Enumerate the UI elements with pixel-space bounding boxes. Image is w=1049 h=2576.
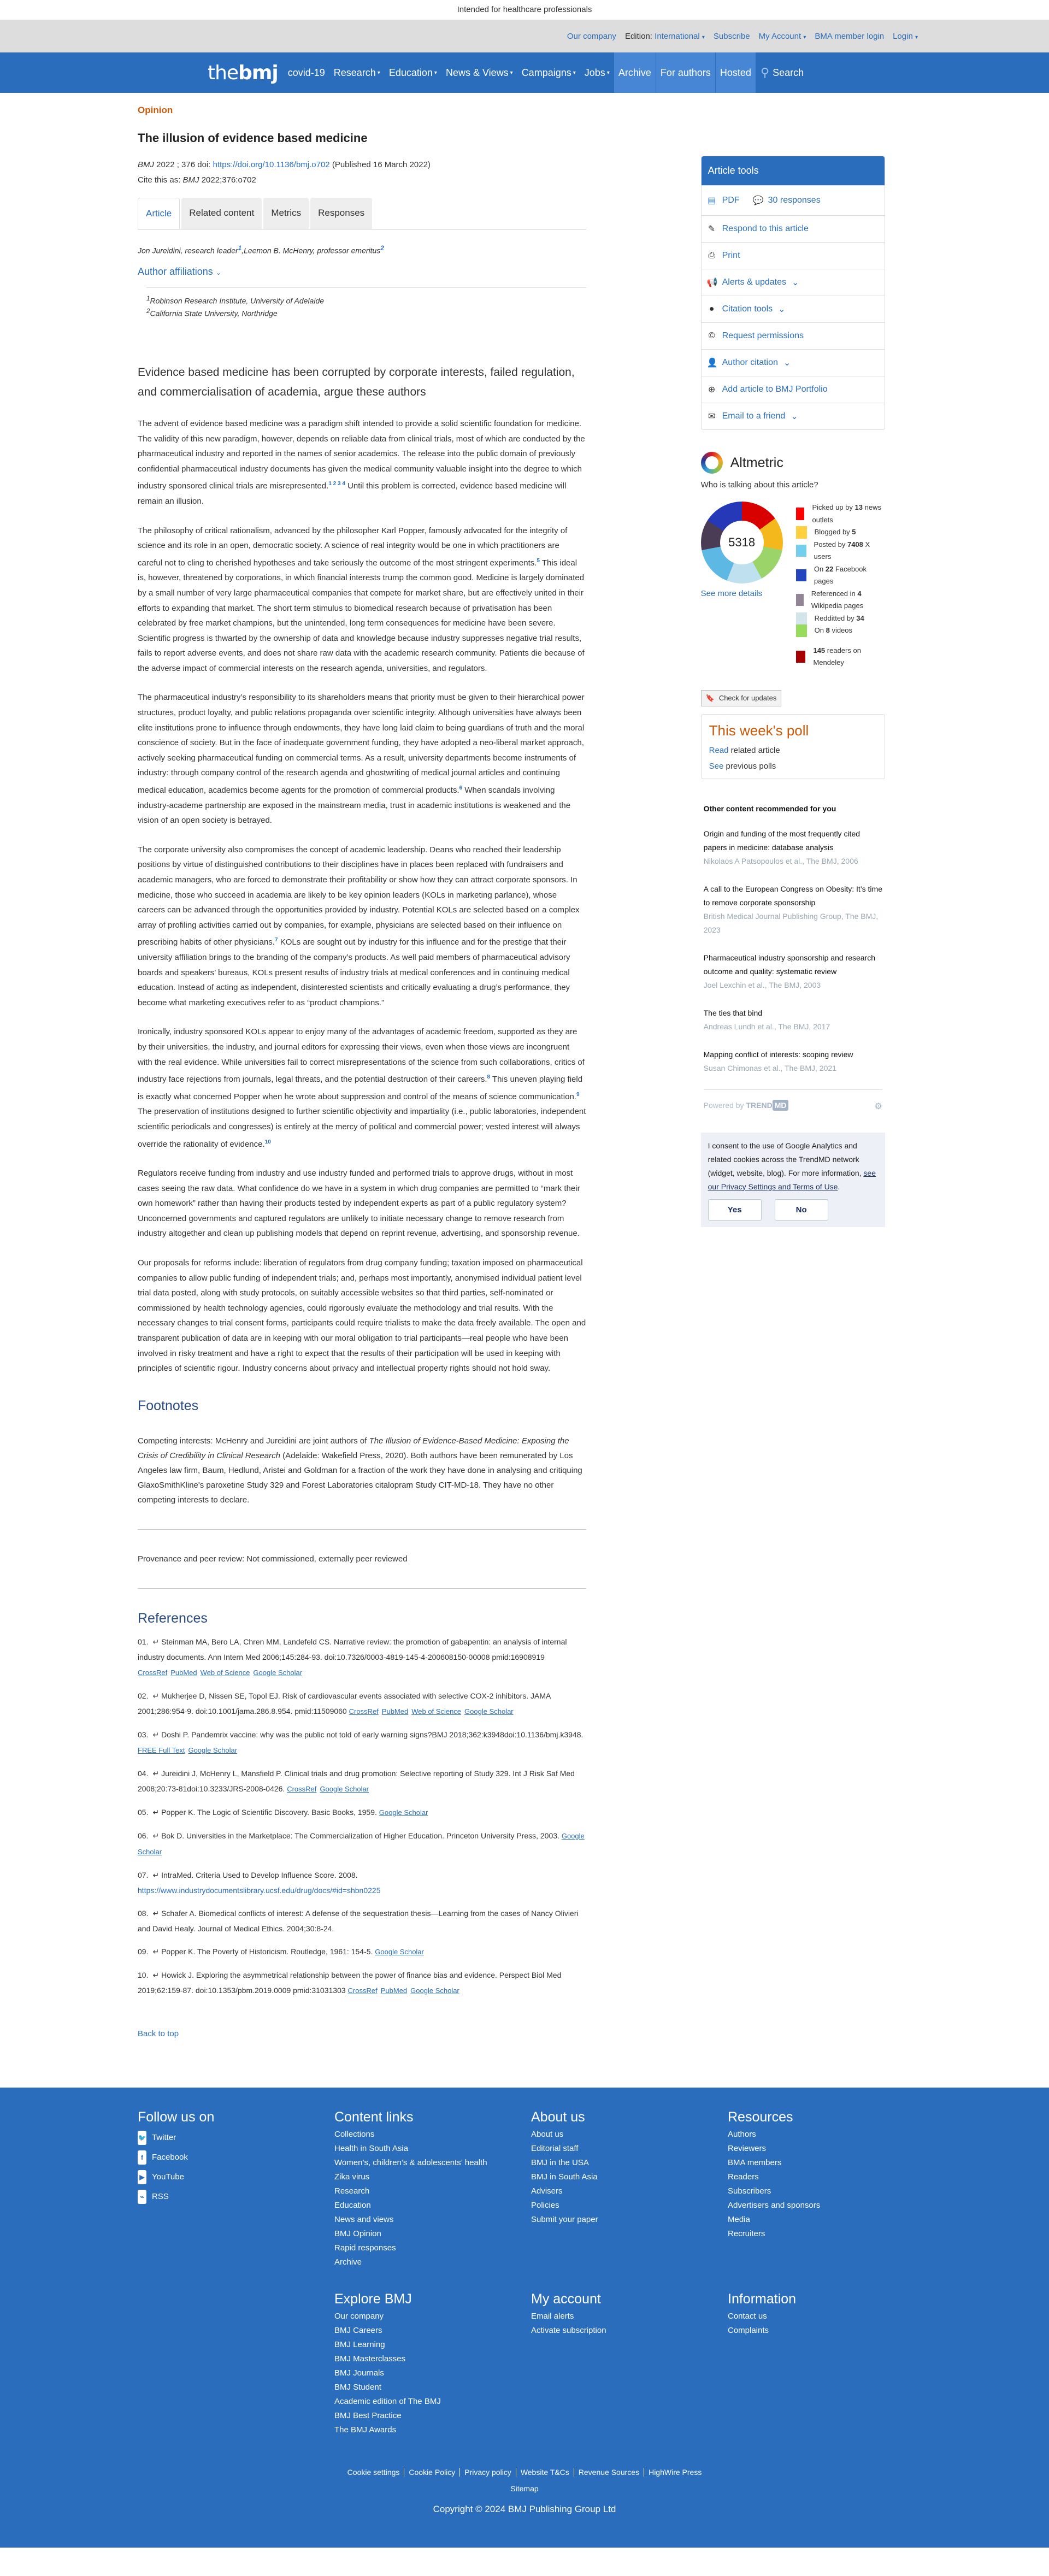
recommended-item[interactable]: Origin and funding of the most frequently cited papers in medicine: database analysis Nikolaos A Patsopoulos et al., The BMJ, 2006 — [703, 829, 861, 865]
sidebar — [701, 156, 885, 2038]
article-tools-title: Article tools — [702, 156, 885, 185]
intended-banner: Intended for healthcare professionals — [457, 5, 592, 14]
reference-item: 02. ↵ Mukherjee D, Nissen SE, Topol EJ. Risk of cardiovascular events associated with selective COX-2 inhibitors. JAMA 2001;286:954-9. doi:10.1001/jama.286.8.954. pmid:11509060 CrossRef PubMed Web of Science Google Scholar — [138, 1691, 551, 1716]
print-icon: ⎙ — [708, 251, 716, 260]
reference-list — [138, 1634, 586, 1999]
altmetric-question: Who is talking about this article? — [700, 480, 818, 490]
ref-link-google-scholar[interactable]: Google Scholar — [188, 1746, 238, 1754]
footer-link[interactable]: Contact us — [728, 2311, 767, 2321]
footer-legal-link[interactable]: Cookie settings — [347, 2467, 400, 2477]
body-paragraph: Ironically, industry sponsored KOLs appear to enjoy many of the advantages of academic freedom, supported as they are by their universities, the industry, and journal editors for expressing their views, even when those views are incongruent with the real evidence. While universities fail to correct misrepresentations of the science from such collaborations, critics of industry face rejections from journals, legal threats, and the potential destruction of their careers.$^8$ This uneven playing field is exactly what concerned Popper when he wrote about suppression and control of the means of science communication.$^9$ The preservation of institutions designed to further scientific objectivity and impartiality (i.e., public laboratories, independent scientific periodicals and congresses) is entirely at the mercy of political and commercial power; vested interest will always override the rationality of evidence.$^{10}$ — [138, 1027, 586, 1149]
utility-bar — [0, 20, 1049, 52]
tool-print[interactable]: ⎙ Print — [702, 242, 885, 269]
pdf-icon: ▤ — [708, 196, 716, 205]
footer-link[interactable]: Readers — [728, 2172, 759, 2182]
legend-swatch — [796, 569, 806, 582]
ref-link-google-scholar[interactable]: Google Scholar — [138, 1831, 585, 1856]
chevron-down-icon: ▾ — [702, 34, 705, 40]
altmetric-brand: Altmetric — [730, 455, 783, 470]
rss-icon: ⌁ — [138, 2190, 146, 2204]
consent-yes-button[interactable]: Yes — [708, 1199, 762, 1221]
reference-number: 06. — [138, 1831, 149, 1840]
citation-ref[interactable]: 7 — [274, 937, 278, 944]
altmetric-donut[interactable] — [701, 502, 783, 583]
reference-url[interactable]: https://www.industrydocumentslibrary.ucsf.edu/drug/docs/#id=shbn0225 — [138, 1885, 381, 1895]
competing-interests: Competing interests: McHenry and Jureidini are joint authors of The Illusion of Evidence-Based Medicine: Exposing the Crisis of Credibility in Clinical Research (Adelaide: Wakefield Press, 2020). Both authors have been remunerated by Los Angeles law firm, Baum, Hedlund, Aristei and Goldman for a fraction of the work they have done in analysing and critiquing GlaxoSmithKline's paroxetine Study 329 and Forest Laboratories citalopram Study CIT-MD-18. They have no other competing interests to declare. — [138, 1436, 582, 1505]
bookmark-icon: 🔖 — [705, 693, 715, 702]
footnotes — [138, 1434, 586, 1507]
reference-item: 09. ↵ Popper K. The Poverty of Historicism. Routledge, 1961: 154-5. Google Scholar — [138, 1947, 424, 1956]
reference-item: 04. ↵ Jureidini J, McHenry L, Mansfield P. Clinical trials and drug promotion: Selective reporting of Study 329. Int J Risk Saf Med 2008;20:73-81doi:10.3233/JRS-2008-0426. CrossRef Google Scholar — [138, 1769, 575, 1793]
return-arrow-icon[interactable]: ↵ — [152, 1870, 162, 1879]
privacy-settings-link[interactable]: see our Privacy Settings and Terms of Use — [708, 1168, 876, 1191]
copyright: Copyright © 2024 BMJ Publishing Group Ltd — [433, 2503, 616, 2514]
chevron-down-icon: ▾ — [606, 69, 610, 76]
reference-number: 04. — [138, 1769, 149, 1778]
tab-metrics[interactable]: Metrics — [263, 198, 309, 229]
recommended-item[interactable]: Pharmaceutical industry sponsorship and research outcome and quality: systematic review Joel Lexchin et al., The BMJ, 2003 — [703, 953, 876, 989]
nav-archive[interactable]: Archive — [614, 52, 656, 93]
nav-jobs[interactable]: Jobs ▾ — [584, 67, 610, 78]
affiliation: $^2$California State University, Northridge — [146, 308, 278, 318]
article-body — [138, 416, 586, 1376]
citation-ref[interactable]: 1 2 3 4 — [328, 481, 345, 487]
legend-swatch — [796, 594, 804, 606]
reference-item: 08. ↵ Schafer A. Biomedical conflicts of interest: A defense of the sequestration thesis—Learning from the cases of Nancy Olivieri and David Healy. Journal of Medical Ethics. 2004;30:8-24. — [138, 1908, 579, 1933]
legend-swatch — [796, 624, 807, 637]
user-icon: 👤 — [706, 358, 718, 368]
footer-link[interactable]: The BMJ Awards — [334, 2425, 397, 2434]
recommended-item[interactable]: A call to the European Congress on Obesity: It’s time to remove corporate sponsorship British Medical Journal Publishing Group, The BMJ, 2023 — [703, 884, 882, 934]
footer-link[interactable]: Academic edition of The BMJ — [334, 2396, 441, 2406]
page-title: The illusion of evidence based medicine — [138, 131, 368, 145]
footer-legal-link[interactable]: Website T&Cs — [516, 2468, 574, 2477]
my-account-menu[interactable]: My Account ▾ — [758, 31, 806, 41]
affiliations-list — [146, 287, 586, 319]
altmetric-legend-item[interactable]: On 22 Facebook pages — [796, 563, 885, 588]
check-for-updates-button[interactable]: 🔖 Check for updates — [701, 690, 782, 706]
altmetric-legend-item[interactable]: Redditted by 34 — [796, 612, 885, 625]
reference-item: 01. ↵ Steinman MA, Bero LA, Chren MM, Landefeld CS. Narrative review: the promotion of gabapentin: an analysis of internal industry documents. Ann Intern Med 2006;145:284-93. doi:10.7326/0003-4819-145-4-200608150-00008 pmid:16908919 CrossRef PubMed Web of Science Google Scholar — [138, 1637, 567, 1677]
reference-number: 03. — [138, 1730, 149, 1739]
recommended-item[interactable]: The ties that bind Andreas Lundh et al., The BMJ, 2017 — [703, 1008, 830, 1031]
footer-link[interactable]: Research — [334, 2186, 370, 2196]
citation-meta: BMJ 2022 ; 376 doi: https://doi.org/10.1136/bmj.o702 (Published 16 March 2022) Cite this as: BMJ 2022;376:o702 — [138, 160, 431, 185]
citation-ref[interactable]: 5 — [537, 557, 540, 564]
footer-link[interactable]: Collections — [334, 2129, 375, 2139]
footer-account: My account Email alerts Activate subscription — [531, 2291, 728, 2435]
altmetric-legend-item[interactable]: Picked up by 13 news outlets — [796, 502, 885, 526]
ref-link-pubmed[interactable]: PubMed — [381, 1707, 409, 1716]
citation-ref[interactable]: 6 — [459, 785, 463, 792]
nav-news-views[interactable]: News & Views ▾ — [445, 67, 513, 78]
social-twitter[interactable]: 🐦 Twitter — [138, 2131, 334, 2145]
return-arrow-icon[interactable]: ↵ — [152, 1730, 162, 1739]
provenance: Provenance and peer review: Not commissioned, externally peer reviewed — [138, 1554, 408, 1564]
footer-link[interactable]: Women’s, children’s & adolescents’ health — [334, 2158, 487, 2167]
legend-swatch — [796, 651, 806, 663]
nav-for-authors[interactable]: For authors — [656, 52, 716, 93]
site-footer — [0, 2088, 1049, 2548]
return-arrow-icon[interactable]: ↵ — [152, 1769, 162, 1778]
trendmd-consent: I consent to the use of Google Analytics and related cookies across the TrendMD network (widget, website, blog). For more information, see our Privacy Settings and Terms of Use. Yes No — [701, 1133, 885, 1227]
sitemap-link[interactable]: Sitemap — [510, 2484, 539, 2493]
footer-link[interactable]: News and views — [334, 2214, 394, 2224]
social-facebook[interactable]: f Facebook — [138, 2150, 334, 2165]
footer-link[interactable]: Policies — [531, 2200, 559, 2210]
citation-ref[interactable]: 8 — [487, 1074, 491, 1081]
footer-link[interactable]: Our company — [334, 2311, 384, 2321]
pdf-link[interactable]: PDF — [722, 196, 740, 205]
footer-link[interactable]: Reviewers — [728, 2143, 767, 2153]
ref-link-google-scholar[interactable]: Google Scholar — [253, 1668, 303, 1677]
ref-link-google-scholar[interactable]: Google Scholar — [464, 1707, 514, 1716]
back-to-top-link[interactable]: Back to top — [138, 2029, 179, 2038]
megaphone-icon: 📢 — [706, 278, 718, 287]
article-main — [138, 93, 586, 2038]
affiliation: $^1$Robinson Research Institute, University of Adelaide — [146, 294, 325, 305]
author-affiliations-toggle[interactable]: Author affiliations ⌄ — [138, 266, 221, 277]
article-tabs — [138, 198, 586, 229]
tab-related-content[interactable]: Related content — [181, 198, 262, 229]
footer-link[interactable]: Authors — [728, 2129, 756, 2139]
footer-about: About us About us Editorial staff BMJ in the USA BMJ in South Asia Advisers Policies Submit your paper — [531, 2109, 728, 2267]
doi-link[interactable]: https://doi.org/10.1136/bmj.o702 — [213, 160, 330, 169]
footer-explore: Explore BMJ Our company BMJ Careers BMJ Learning BMJ Masterclasses BMJ Journals BMJ Student Academic edition of The BMJ BMJ Best Practice The BMJ Awards — [334, 2291, 531, 2435]
altmetric-logo-icon — [701, 452, 723, 474]
tool-alerts-updates[interactable]: 📢 Alerts & updates ⌄ — [702, 269, 885, 296]
legend-swatch — [796, 526, 807, 539]
body-paragraph: The advent of evidence based medicine was a paradigm shift intended to provide a solid scientific foundation for medicine. The validity of this new paradigm, however, depends on reliable data from clinical trials, most of which are conducted by the pharmaceutical industry and reported in the names of senior academics. The release into the public domain of previously confidential pharmaceutical industry documents has given the medical community valuable insight into the degree to which industry sponsored clinical trials are misrepresented.$^{1 2 3 4}$ Until this problem is corrected, evidence based medicine will remain an illusion. — [138, 418, 585, 506]
reference-item: 10. ↵ Howick J. Exploring the asymmetrical relationship between the power of finance bias and evidence. Perspect Biol Med 2019;62:159-87. doi:10.1353/pbm.2019.0009 pmid:31031303 CrossRef PubMed Google Scholar — [138, 1970, 562, 1995]
bmj-logo[interactable]: thebmj — [208, 61, 278, 84]
altmetric-legend-item[interactable]: Referenced in 4 Wikipedia pages — [796, 588, 885, 612]
our-company-link[interactable]: Our company — [567, 31, 616, 41]
footer-link[interactable]: Media — [728, 2214, 750, 2224]
main-nav — [0, 52, 1049, 93]
reference-item: 06. ↵ Bok D. Universities in the Marketplace: The Commercialization of Higher Education. Princeton University Press, 2003. Google Scholar — [138, 1831, 585, 1856]
login-menu[interactable]: Login ▾ — [893, 31, 918, 41]
tool-request-permissions[interactable]: © Request permissions — [702, 322, 885, 349]
footer-link[interactable]: Recruiters — [728, 2229, 765, 2238]
footer-link[interactable]: Email alerts — [531, 2311, 574, 2321]
references-heading: References — [138, 1610, 208, 1626]
altmetric-legend-item[interactable]: On 8 videos — [796, 624, 885, 637]
see-link[interactable]: See — [709, 761, 724, 771]
youtube-icon: ▶ — [138, 2170, 146, 2184]
nav-research[interactable]: Research ▾ — [333, 67, 380, 78]
footer-link[interactable]: BMJ Careers — [334, 2325, 382, 2335]
footer-link[interactable]: Health in South Asia — [334, 2143, 409, 2153]
footer-link[interactable]: Activate subscription — [531, 2325, 606, 2335]
reference-number: 01. — [138, 1637, 149, 1646]
return-arrow-icon[interactable]: ↵ — [152, 1807, 162, 1817]
tab-responses[interactable]: Responses — [310, 198, 372, 229]
footer-legal-link[interactable]: Revenue Sources — [574, 2468, 644, 2477]
return-arrow-icon[interactable]: ↵ — [152, 1947, 162, 1956]
ref-link-pubmed[interactable]: PubMed — [170, 1668, 197, 1677]
altmetric-legend — [796, 502, 885, 669]
comment-icon: 💬 — [752, 196, 764, 205]
reference-number: 07. — [138, 1870, 149, 1879]
chevron-down-icon: ⌄ — [791, 412, 798, 421]
citation-ref[interactable]: 10 — [264, 1139, 271, 1145]
search-icon: ⚲ — [760, 66, 770, 79]
footnotes-heading: Footnotes — [138, 1398, 199, 1413]
tool-respond-to-this-article[interactable]: ✎ Respond to this article — [702, 215, 885, 242]
footer-resources: Resources Authors Reviewers BMA members Readers Subscribers Advertisers and sponsors Media Recruiters — [728, 2109, 924, 2267]
legend-swatch — [796, 508, 805, 520]
ref-link-google-scholar[interactable]: Google Scholar — [379, 1808, 428, 1817]
footer-link[interactable]: Zika virus — [334, 2172, 370, 2182]
chevron-down-icon: ⌄ — [783, 358, 791, 368]
plus-circle-icon: ⊕ — [708, 385, 716, 394]
ref-link-crossref[interactable]: CrossRef — [347, 1986, 378, 1995]
recommended-content — [701, 804, 885, 1112]
trendmd-branding[interactable]: Powered by TREND MD — [704, 1101, 789, 1112]
twitter-icon: 🐦 — [138, 2131, 146, 2145]
altmetric-widget — [701, 452, 885, 706]
reference-item: 07. ↵ IntraMed. Criteria Used to Develop Influence Score. 2008. https://www.industrydocumentslibrary.ucsf.edu/drug/docs/#id=shbn0225 — [138, 1870, 381, 1895]
return-arrow-icon[interactable]: ↵ — [152, 1970, 162, 1979]
footer-link[interactable]: BMJ Student — [334, 2382, 381, 2392]
body-paragraph: The pharmaceutical industry’s responsibility to its shareholders means that priority must be given to their hierarchical power structures, product loyalty, and public relations propaganda over scientific integrity. Although universities have always been elite institutions prone to influence through endowments, they have long laid claim to being guardians of truth and the moral conscience of society. But in the face of inadequate government funding, they have adopted a neo-liberal market approach, actively seeking pharmaceutical funding on commercial terms. As a result, university departments become instruments of industry: through company control of the research agenda and ghostwriting of medical journal articles and continuing medical education, academics become agents for the promotion of commercial products.$^6$ When scandals involving industry-academe partnership are exposed in the mainstream media, trust in academic institutions is weakened and the vision of an open society is betrayed. — [138, 693, 585, 826]
footer-follow: Follow us on 🐦 Twitter f Facebook ▶ YouTube ⌁ RSS — [138, 2109, 334, 2267]
ref-link-crossref[interactable]: CrossRef — [349, 1707, 379, 1716]
footer-link[interactable]: Advertisers and sponsors — [728, 2200, 821, 2210]
ref-link-crossref[interactable]: CrossRef — [138, 1668, 168, 1677]
subscribe-link[interactable]: Subscribe — [713, 31, 750, 41]
edit-icon: ✎ — [708, 225, 716, 234]
body-paragraph: Our proposals for reforms include: liberation of regulators from drug company funding; taxation imposed on pharmaceutical companies to allow public funding of independent trials; and, perhaps most importantly, anonymised individual patient level trial data posted, along with study protocols, on suitably accessible websites so that third parties, self-nominated or commissioned by health technology agencies, could rigorously evaluate the methodology and trial results. With the necessary changes to trial consent forms, participants could require trialists to make the data freely available. The open and transparent publication of data are in keeping with our moral obligation to trial participants—real people who have been involved in risky treatment and have a right to expect that the results of their participation will be used in keeping with principles of scientific rigour. Industry concerns about privacy and intellectual property rights should not hold sway. — [138, 1258, 586, 1374]
ref-link-google-scholar[interactable]: Google Scholar — [320, 1784, 369, 1793]
legend-swatch — [796, 612, 807, 625]
reference-number: 05. — [138, 1807, 149, 1817]
poll-title: This week's poll — [709, 722, 809, 739]
affiliation-ref[interactable]: 1 — [238, 245, 242, 252]
footer-link[interactable]: Submit your paper — [531, 2214, 598, 2224]
tool-add-article-to-bmj-portfolio[interactable]: ⊕ Add article to BMJ Portfolio — [702, 376, 885, 403]
body-paragraph: The philosophy of critical rationalism, advanced by the philosopher Karl Popper, famously advocated for the integrity of science and its role in an open, democratic society. A science of real integrity would be one in which practitioners are careful not to cling to cherished hypotheses and take seriously the outcome of the most stringent experiments.$^5$ This ideal is, however, threatened by corporations, in which financial interests trump the common good. Medicine is largely dominated by a small number of very large pharmaceutical companies that compete for market share, but are effectively united in their efforts to expanding that market. The short term stimulus to biomedical research because of privatisation has been celebrated by free market champions, but the unintended, long term consequences for medicine have been severe. Scientific progress is thwarted by the ownership of data and knowledge because industry suppresses negative trial results, fails to report adverse events, and does not share raw data with the academic research community. Patients die because of the adverse impact of commercial interests on the research agenda, universities, and regulators. — [138, 526, 585, 673]
footer-link[interactable]: BMJ Opinion — [334, 2229, 381, 2238]
ref-link-google-scholar[interactable]: Google Scholar — [375, 1947, 424, 1956]
footer-link[interactable]: BMJ in South Asia — [531, 2172, 598, 2182]
footer-link[interactable]: BMA members — [728, 2158, 782, 2167]
reference-number: 08. — [138, 1908, 149, 1918]
return-arrow-icon[interactable]: ↵ — [152, 1637, 162, 1646]
body-paragraph: The corporate university also compromises the concept of academic leadership. Deans who reached their leadership positions by virtue of distinguished contributions to their disciplines have in places been replaced with fundraisers and academic managers, who are forced to demonstrate their profitability or show how they can attract corporate sponsors. In medicine, those who succeed in academia are likely to be key opinion leaders (KOLs in marketing parlance), whose careers can be advanced through the opportunities provided by industry. Potential KOLs are selected based on a complex array of profiling activities carried out by companies, for example, physicians are selected based on their influence on prescribing habits of other physicians.$^7$ KOLs are sought out by industry for this influence and for the prestige that their university affiliation brings to the branding of the company’s products. As well paid members of pharmaceutical advisory boards and speakers’ bureaus, KOLs present results of industry trials at medical conferences and in continuing medical education. Instead of acting as independent, disinterested scientists and critically evaluating a drug’s performance, they become what marketing executives refer to as “product champions.” — [138, 845, 580, 1007]
section-label: Opinion — [138, 105, 173, 115]
reference-number: 09. — [138, 1947, 149, 1956]
consent-no-button[interactable]: No — [775, 1199, 828, 1221]
chevron-down-icon: ▾ — [377, 69, 380, 76]
footer-link[interactable]: About us — [531, 2129, 564, 2139]
tab-article[interactable]: Article — [138, 198, 180, 229]
ref-link-google-scholar[interactable]: Google Scholar — [410, 1986, 459, 1995]
footer-link[interactable]: BMJ Best Practice — [334, 2410, 402, 2420]
tool-citation-tools[interactable]: ● Citation tools ⌄ — [702, 296, 885, 322]
footer-information: Information Contact us Complaints — [728, 2291, 924, 2435]
footer-link[interactable]: Archive — [334, 2257, 362, 2267]
footer-link[interactable]: BMJ Journals — [334, 2368, 384, 2378]
chevron-down-icon: ⌄ — [792, 278, 799, 287]
gear-icon[interactable]: ⚙ — [874, 1101, 882, 1111]
chevron-down-icon: ▾ — [510, 69, 513, 76]
footer-link[interactable]: BMJ Masterclasses — [334, 2354, 406, 2363]
responses-link[interactable]: 30 responses — [768, 196, 821, 205]
body-paragraph: Regulators receive funding from industry and use industry funded and performed trials to approve drugs, without in most cases seeing the raw data. What confidence do we have in a system in which drug companies are permitted to “mark their own homework” rather than having their products tested by independent experts as part of a public regulatory system? Unconcerned governments and captured regulators are unlikely to initiate necessary change to remove research from industry altogether and clean up publishing models that depend on reprint revenue, advertising, and sponsorship revenue. — [138, 1169, 580, 1239]
author-list: Jon Jureidini, research leader$^1$,Leemon B. McHenry, professor emeritus$^2$ — [138, 245, 384, 255]
article-tools-panel — [701, 156, 885, 430]
search-button[interactable]: ⚲ Search — [760, 66, 804, 79]
chevron-down-icon: ▾ — [803, 34, 806, 40]
bma-login-link[interactable]: BMA member login — [815, 31, 885, 41]
citation-ref[interactable]: 9 — [576, 1091, 580, 1098]
footer-link[interactable]: Rapid responses — [334, 2243, 396, 2253]
read-link[interactable]: Read — [709, 745, 729, 755]
footer-legal-link[interactable]: HighWire Press — [644, 2468, 706, 2477]
altmetric-score: 5318 — [720, 521, 764, 564]
return-arrow-icon[interactable]: ↵ — [152, 1691, 162, 1700]
return-arrow-icon[interactable]: ↵ — [152, 1831, 162, 1840]
weekly-poll: This week's poll Read related article See previous polls — [701, 714, 885, 779]
recommended-item[interactable]: Mapping conflict of interests: scoping review Susan Chimonas et al., The BMJ, 2021 — [703, 1050, 853, 1072]
edition-selector[interactable]: Edition: International ▾ — [624, 31, 705, 41]
footer-legal-link[interactable]: Privacy policy — [459, 2468, 516, 2477]
ref-link-free-full-text[interactable]: FREE Full Text — [138, 1746, 185, 1754]
footer-link[interactable]: BMJ Learning — [334, 2339, 385, 2349]
affiliation-ref[interactable]: 2 — [380, 245, 384, 252]
reference-item: 03. ↵ Doshi P. Pandemrix vaccine: why was the public not told of early warning signs?BMJ 2018;362:k3948doi:10.1136/bmj.k3948. FREE Full Text Google Scholar — [138, 1730, 584, 1754]
social-rss[interactable]: ⌁ RSS — [138, 2190, 334, 2204]
footer-content-links: Content links Collections Health in South Asia Women’s, children’s & adolescents’ health Zika virus Research Education News and views BMJ Opinion Rapid responses Archive — [334, 2109, 531, 2267]
see-more-details-link[interactable]: See more details — [700, 589, 763, 598]
chevron-down-icon: ▾ — [573, 69, 576, 76]
footer-legal-link[interactable]: Cookie Policy — [404, 2468, 459, 2477]
return-arrow-icon[interactable]: ↵ — [152, 1908, 162, 1918]
nav-covid-19[interactable]: covid-19 — [287, 67, 325, 78]
ref-link-web-of-science[interactable]: Web of Science — [200, 1668, 250, 1677]
chevron-down-icon: ▾ — [434, 69, 437, 76]
reference-number: 02. — [138, 1691, 149, 1700]
tool-email-to-a-friend[interactable]: ✉ Email to a friend ⌄ — [702, 403, 885, 429]
altmetric-mendeley[interactable]: 145 readers on Mendeley — [796, 645, 885, 669]
nav-hosted[interactable]: Hosted — [716, 52, 756, 93]
tool-author-citation[interactable]: 👤 Author citation ⌄ — [702, 349, 885, 376]
nav-campaigns[interactable]: Campaigns ▾ — [521, 67, 576, 78]
copyright-icon: © — [708, 331, 715, 340]
nav-education[interactable]: Education ▾ — [388, 67, 437, 78]
facebook-icon: f — [138, 2150, 146, 2165]
standfirst: Evidence based medicine has been corrupted by corporate interests, failed regulation, and commercialisation of academia, argue these authors — [138, 366, 575, 398]
ref-link-crossref[interactable]: CrossRef — [287, 1784, 317, 1793]
altmetric-legend-item[interactable]: Posted by 7408 X users — [796, 539, 885, 563]
footer-link[interactable]: Subscribers — [728, 2186, 771, 2196]
footer-legal-links — [0, 2468, 1049, 2477]
reference-number: 10. — [138, 1970, 149, 1979]
ref-link-web-of-science[interactable]: Web of Science — [411, 1707, 462, 1716]
recommended-heading: Other content recommended for you — [703, 804, 836, 813]
ref-link-pubmed[interactable]: PubMed — [380, 1986, 408, 1995]
footer-link[interactable]: BMJ in the USA — [531, 2158, 589, 2167]
footer-link[interactable]: Education — [334, 2200, 371, 2210]
chevron-down-icon: ⌄ — [778, 305, 786, 314]
legend-swatch — [796, 545, 806, 557]
footer-link[interactable]: Editorial staff — [531, 2143, 579, 2153]
footer-link[interactable]: Advisers — [531, 2186, 563, 2196]
globe-icon: ● — [709, 304, 715, 314]
reference-item: 05. ↵ Popper K. The Logic of Scientific Discovery. Basic Books, 1959. Google Scholar — [138, 1807, 428, 1817]
chevron-down-icon: ⌄ — [215, 268, 221, 276]
social-youtube[interactable]: ▶ YouTube — [138, 2170, 334, 2184]
envelope-icon: ✉ — [708, 412, 716, 421]
altmetric-legend-item[interactable]: Blogged by 5 — [796, 526, 885, 539]
chevron-down-icon: ▾ — [915, 34, 918, 40]
footer-link[interactable]: Complaints — [728, 2325, 769, 2335]
